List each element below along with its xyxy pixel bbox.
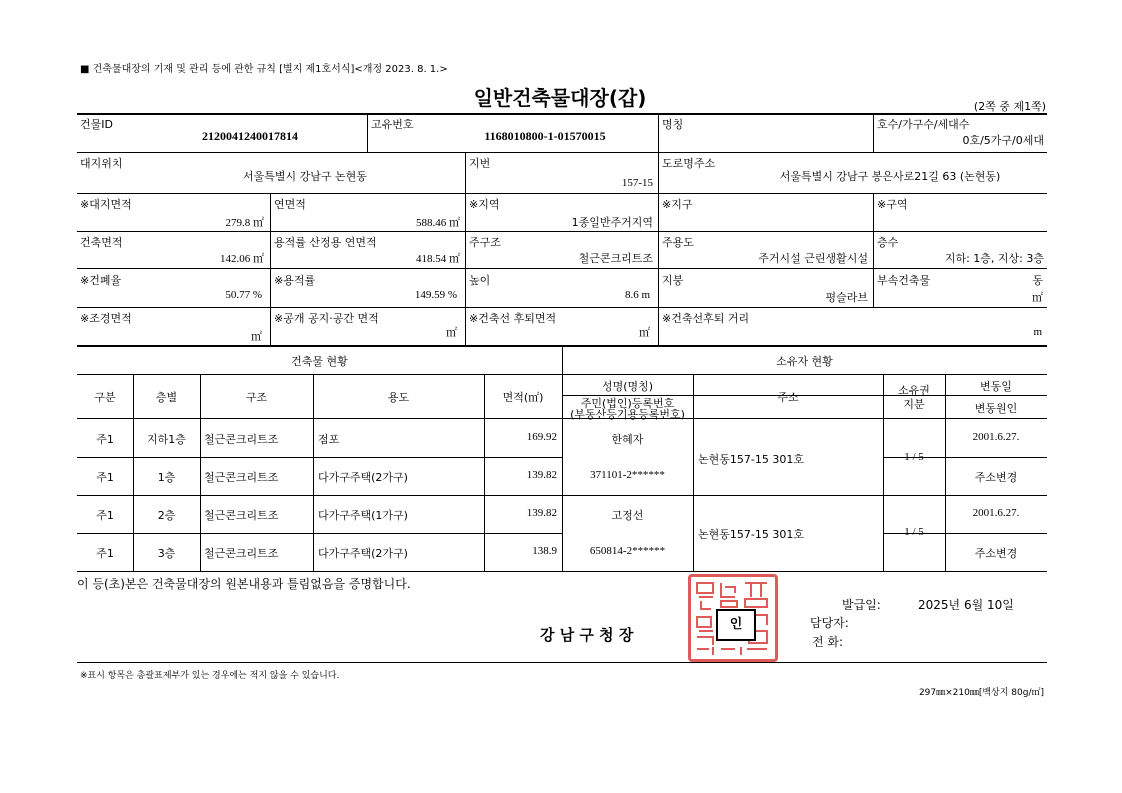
road-label: 도로명주소 — [662, 157, 716, 170]
col-change-reason: 변동원인 — [974, 402, 1018, 415]
name-label: 명칭 — [662, 118, 684, 131]
annex-unit-area: ㎡ — [1032, 291, 1043, 304]
bcr-label: ※건폐율 — [80, 274, 122, 287]
far-area-value: 418.54 ㎡ — [416, 253, 460, 265]
col-structure: 구조 — [245, 391, 268, 404]
row-use: 다가구주택(1가구) — [318, 509, 408, 522]
far-value: 149.59 % — [414, 289, 457, 301]
certification-statement: 이 등(초)본은 건축물대장의 원본내용과 틀림없음을 증명합니다. — [77, 577, 411, 591]
row-structure: 철근콘크리트조 — [204, 433, 279, 446]
owner-address: 논현동157-15 301호 — [698, 453, 804, 466]
row-floor: 지하1층 — [147, 433, 186, 446]
landscape-unit: ㎡ — [251, 330, 262, 343]
col-floor: 층별 — [155, 391, 178, 404]
building-area-label: 건축면적 — [80, 236, 123, 249]
far-area-label: 용적률 산정용 연면적 — [274, 236, 377, 249]
row-area: 169.92 — [526, 431, 557, 443]
far-label: ※용적률 — [274, 274, 316, 287]
col-share: 소유권 — [898, 384, 930, 397]
row-structure: 철근콘크리트조 — [204, 547, 279, 560]
unique-no-label: 고유번호 — [371, 118, 414, 131]
issue-date-label: 발급일: — [842, 598, 881, 612]
setback-distance-unit: m — [1033, 326, 1042, 338]
paper-spec: 297㎜×210㎜[백상지 80g/㎡] — [918, 688, 1044, 698]
col-owner-name: 성명(명칭) — [601, 380, 654, 393]
annex-unit-count: 동 — [1032, 274, 1043, 287]
col-reg-no-sub: (부동산등기용등록번호) — [570, 408, 685, 421]
row-division: 주1 — [96, 547, 114, 560]
page-info: (2쪽 중 제1쪽) — [973, 100, 1046, 113]
col-share-sub: 지분 — [903, 398, 925, 411]
bcr-value: 50.77 % — [225, 289, 262, 301]
owner-change-reason: 주소변경 — [974, 471, 1018, 484]
district-label: ※지구 — [662, 198, 693, 211]
units-label: 호수/가구수/세대수 — [877, 118, 970, 131]
row-use: 다가구주택(2가구) — [318, 547, 408, 560]
row-floor: 2층 — [157, 509, 176, 522]
row-structure: 철근콘크리트조 — [204, 509, 279, 522]
col-division: 구분 — [94, 391, 116, 404]
public-space-unit: ㎡ — [446, 326, 457, 339]
zone-value: 1종일반주거지역 — [571, 216, 653, 229]
public-space-label: ※공개 공지·공간 면적 — [274, 312, 379, 325]
structure-label: 주구조 — [469, 236, 501, 249]
use-label: 주용도 — [662, 236, 694, 249]
officer-label: 담당자: — [810, 616, 849, 630]
seal-stamp-mark: 인 — [716, 609, 756, 641]
building-id: 2120041240017814 — [202, 129, 298, 143]
row-division: 주1 — [96, 433, 114, 446]
owner-reg-no: 371101-2****** — [590, 469, 665, 481]
col-use: 용도 — [387, 391, 410, 404]
setback-area-label: ※건축선 후퇴면적 — [469, 312, 557, 325]
col-change-date: 변동일 — [980, 380, 1012, 393]
zone-label: ※지역 — [469, 198, 500, 211]
site-value: 서울특별시 강남구 논현동 — [243, 170, 367, 183]
page-title: 일반건축물대장(갑) — [473, 86, 647, 110]
phone-label: 전 화: — [812, 635, 844, 649]
row-division: 주1 — [96, 509, 114, 522]
floors-label: 층수 — [877, 236, 899, 249]
unique-no: 1168010800-1-01570015 — [484, 129, 606, 143]
owner-change-reason: 주소변경 — [974, 547, 1018, 560]
use-value: 주거시설 근린생활시설 — [758, 252, 868, 265]
lot-label: 지번 — [469, 157, 491, 170]
owner-status-title: 소유자 현황 — [776, 355, 833, 368]
setback-distance-label: ※건축선후퇴 거리 — [662, 312, 750, 325]
regulation-reference: ■ 건축물대장의 기재 및 관리 등에 관한 규칙 [별지 제1호서식]<개정 2023. 8. 1.> — [80, 64, 448, 75]
owner-change-date: 2001.6.27. — [972, 431, 1020, 443]
footnote: ※표시 항목은 총괄표제부가 있는 경우에는 적지 않을 수 있습니다. — [80, 671, 340, 681]
row-use: 점포 — [318, 433, 340, 446]
site-area-value: 279.8 ㎡ — [225, 217, 264, 229]
structure-value: 철근콘크리트조 — [578, 252, 653, 265]
landscape-label: ※조경면적 — [80, 312, 132, 325]
units-value: 0호/5가구/0세대 — [962, 134, 1044, 147]
row-area: 139.82 — [526, 469, 557, 481]
col-area: 면적(㎡) — [502, 391, 544, 404]
row-floor: 1층 — [157, 471, 176, 484]
site-area-label: ※대지면적 — [80, 198, 132, 211]
roof-value: 평슬라브 — [825, 291, 868, 304]
row-area: 139.82 — [526, 507, 557, 519]
row-structure: 철근콘크리트조 — [204, 471, 279, 484]
roof-label: 지붕 — [662, 274, 684, 287]
owner-name: 고정선 — [611, 509, 644, 522]
height-value: 8.6 m — [624, 289, 650, 301]
annex-label: 부속건축물 — [877, 274, 931, 287]
row-floor: 3층 — [157, 547, 176, 560]
setback-area-unit: ㎡ — [639, 326, 650, 339]
floors-value: 지하: 1층, 지상: 3층 — [944, 252, 1044, 265]
area-label: ※구역 — [877, 198, 908, 211]
total-area-label: 연면적 — [274, 198, 306, 211]
owner-change-date: 2001.6.27. — [972, 507, 1020, 519]
lot-value: 157-15 — [621, 177, 653, 189]
owner-reg-no: 650814-2****** — [589, 545, 666, 557]
owner-share: 1 / 5 — [904, 451, 924, 463]
issue-date: 2025년 6월 10일 — [918, 598, 1014, 612]
row-area: 138.9 — [532, 545, 557, 557]
owner-address: 논현동157-15 301호 — [698, 528, 804, 541]
row-use: 다가구주택(2가구) — [318, 471, 408, 484]
height-label: 높이 — [469, 274, 491, 287]
building-status-title: 건축물 현황 — [291, 355, 348, 368]
owner-name: 한혜자 — [611, 433, 644, 446]
issuer-name: 강 남 구 청 장 — [540, 626, 634, 644]
col-address: 주소 — [777, 391, 799, 404]
building-id-label: 건물ID — [80, 118, 113, 131]
row-division: 주1 — [96, 471, 114, 484]
col-reg-no: 주민(법인)등록번호 — [580, 397, 675, 410]
road-value: 서울특별시 강남구 봉은사로21길 63 (논현동) — [779, 170, 1001, 183]
owner-share: 1 / 5 — [904, 526, 924, 538]
building-area-value: 142.06 ㎡ — [220, 253, 264, 265]
total-area-value: 588.46 ㎡ — [416, 217, 460, 229]
site-label: 대지위치 — [80, 157, 123, 170]
